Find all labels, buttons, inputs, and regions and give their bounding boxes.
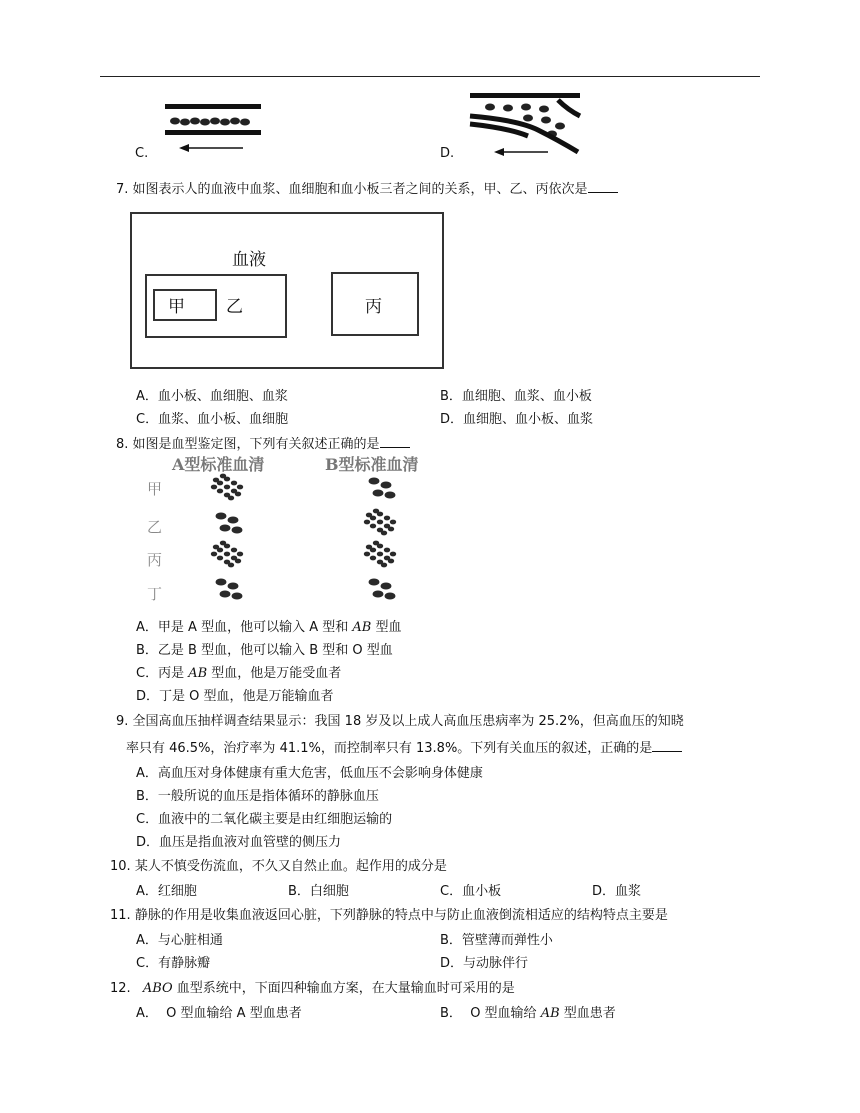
clumped-cell	[377, 552, 383, 557]
clumped-cell	[373, 509, 379, 514]
jia-box	[153, 289, 217, 321]
vessel-figure-d	[468, 90, 583, 156]
question-stem: 某人不慎受伤流血，不久又自然止血。起作用的成分是	[134, 859, 447, 874]
clumped-cell	[231, 481, 237, 486]
q7-option-a: A．血小板、血细胞、血浆	[136, 389, 288, 404]
separate-cell	[228, 517, 239, 524]
agglutinated-mark	[364, 541, 396, 568]
clumped-cell	[228, 496, 234, 501]
clumped-cell	[366, 545, 372, 550]
q9-option-a: A．高血压对身体健康有重大危害，低血压不会影响身体健康	[136, 766, 483, 781]
question-7	[116, 178, 618, 197]
question-number: 10.	[110, 859, 131, 874]
clumped-cell	[211, 552, 217, 557]
question-stem: 静脉的作用是收集血液返回心脏，下列静脉的特点中与防止血液倒流相适应的结构特点主要是	[134, 908, 668, 923]
non-agglutinated-mark	[216, 579, 243, 600]
q10-option-a: A．红细胞	[136, 884, 197, 899]
blood-label: 血液	[232, 250, 266, 270]
option-d-label: D.	[440, 146, 455, 161]
question-number: 7.	[116, 182, 129, 197]
clumped-cell	[381, 563, 387, 568]
clumped-cell	[217, 556, 223, 561]
row-label-ding: 丁	[147, 585, 163, 603]
clumped-cell	[364, 520, 370, 525]
q11-option-b: B．管壁薄而弹性小	[440, 933, 553, 948]
q8-option-d: D．丁是 O 型血，他是万能输血者	[136, 689, 334, 704]
agglutinated-mark	[364, 509, 396, 536]
separate-cell	[385, 593, 396, 600]
q12-option-b: B． O 型血输给 AB 型血患者	[440, 1006, 616, 1021]
answer-blank	[652, 739, 682, 752]
clumped-cell	[384, 516, 390, 521]
clumped-cell	[237, 552, 243, 557]
clumped-cell	[228, 563, 234, 568]
separate-cell	[381, 482, 392, 489]
clumped-cell	[224, 485, 230, 490]
separate-cell	[385, 492, 396, 499]
question-9-line2	[126, 737, 682, 756]
header-rule	[100, 76, 760, 77]
separate-cell	[232, 593, 243, 600]
option-c-label: C.	[135, 146, 149, 161]
q7-option-d: D．血细胞、血小板、血浆	[440, 412, 594, 427]
clumped-cell	[235, 559, 241, 564]
row-label-bing: 丙	[147, 551, 163, 569]
q10-option-b: B．白细胞	[288, 884, 349, 899]
separate-cell	[220, 591, 231, 598]
clumped-cell	[235, 492, 241, 497]
separate-cell	[216, 513, 227, 520]
q10-option-c: C．血小板	[440, 884, 502, 899]
question-stem-line1: 全国高血压抽样调查结果显示：我国 18 岁及以上成人高血压患病率为 25.2%，但高血压的知晓	[132, 714, 684, 729]
separate-cell	[220, 525, 231, 532]
row-label-jia: 甲	[147, 480, 163, 498]
bing-label: 丙	[365, 297, 382, 317]
question-11	[110, 904, 668, 923]
question-number: 11.	[110, 908, 131, 923]
q8-option-b: B．乙是 B 型血，他可以输入 B 型和 O 型血	[136, 643, 393, 658]
clumped-cell	[370, 556, 376, 561]
separate-cell	[228, 583, 239, 590]
clumped-cell	[388, 527, 394, 532]
q9-option-d: D．血压是指血液对血管壁的侧压力	[136, 835, 342, 850]
clumped-cell	[388, 559, 394, 564]
separate-cell	[232, 527, 243, 534]
question-stem: 血型系统中，下面四种输血方案，在大量输血时可采用的是	[172, 981, 515, 996]
agglutinated-mark	[211, 541, 243, 568]
question-stem: 如图表示人的血液中血浆、血细胞和血小板三者之间的关系，甲、乙、丙依次是	[132, 182, 588, 197]
question-stem: 如图是血型鉴定图，下列有关叙述正确的是	[132, 437, 380, 452]
separate-cell	[373, 490, 384, 497]
question-10	[110, 855, 447, 874]
agglutinated-mark	[211, 474, 243, 501]
clumped-cell	[217, 489, 223, 494]
q8-option-c: C．丙是 AB 型血，他是万能受血者	[136, 666, 342, 681]
question-number: 8.	[116, 437, 129, 452]
q11-option-c: C．有静脉瓣	[136, 956, 211, 971]
q10-option-d: D．血浆	[592, 884, 642, 899]
yi-label: 乙	[226, 297, 243, 317]
separate-cell	[369, 579, 380, 586]
clumped-cell	[213, 545, 219, 550]
clumped-cell	[237, 485, 243, 490]
serum-a-header: A型标准血清	[172, 455, 265, 474]
clumped-cell	[231, 548, 237, 553]
question-number: 12.	[110, 981, 131, 996]
q11-option-d: D．与动脉伴行	[440, 956, 529, 971]
clumped-cell	[220, 541, 226, 546]
answer-blank	[380, 435, 410, 448]
agglutination-marks	[190, 470, 490, 610]
abo-label: ABO	[142, 981, 173, 996]
clumped-cell	[390, 520, 396, 525]
clumped-cell	[213, 478, 219, 483]
question-8	[116, 433, 410, 452]
separate-cell	[216, 579, 227, 586]
question-9-line1	[116, 710, 684, 729]
clumped-cell	[370, 524, 376, 529]
clumped-cell	[224, 552, 230, 557]
row-label-yi: 乙	[147, 518, 163, 536]
clumped-cell	[211, 485, 217, 490]
clumped-cell	[364, 552, 370, 557]
clumped-cell	[366, 513, 372, 518]
clumped-cell	[390, 552, 396, 557]
jia-label: 甲	[168, 297, 185, 317]
non-agglutinated-mark	[216, 513, 243, 534]
separate-cell	[369, 478, 380, 485]
question-stem-line2: 率只有 46.5%，治疗率为 41.1%，而控制率只有 13.8%。下列有关血压的叙述，正确的是	[126, 741, 653, 756]
question-12	[110, 977, 515, 996]
q8-option-a: A．甲是 A 型血，他可以输入 A 型和 AB 型血	[136, 620, 402, 635]
clumped-cell	[220, 474, 226, 479]
clumped-cell	[384, 548, 390, 553]
q7-option-c: C．血浆、血小板、血细胞	[136, 412, 289, 427]
non-agglutinated-mark	[369, 579, 396, 600]
answer-blank	[588, 180, 618, 193]
clumped-cell	[373, 541, 379, 546]
q9-option-b: B．一般所说的血压是指体循环的静脉血压	[136, 789, 379, 804]
q7-option-b: B．血细胞、血浆、血小板	[440, 389, 592, 404]
clumped-cell	[377, 520, 383, 525]
clumped-cell	[381, 531, 387, 536]
separate-cell	[381, 583, 392, 590]
q9-option-c: C．血液中的二氧化碳主要是由红细胞运输的	[136, 812, 393, 827]
q12-option-a: A． O 型血输给 A 型血患者	[136, 1006, 302, 1021]
serum-b-header: B型标准血清	[325, 455, 419, 474]
vessel-figure-c	[163, 96, 263, 156]
separate-cell	[373, 591, 384, 598]
q11-option-a: A．与心脏相通	[136, 933, 223, 948]
question-number: 9.	[116, 714, 129, 729]
non-agglutinated-mark	[369, 478, 396, 499]
